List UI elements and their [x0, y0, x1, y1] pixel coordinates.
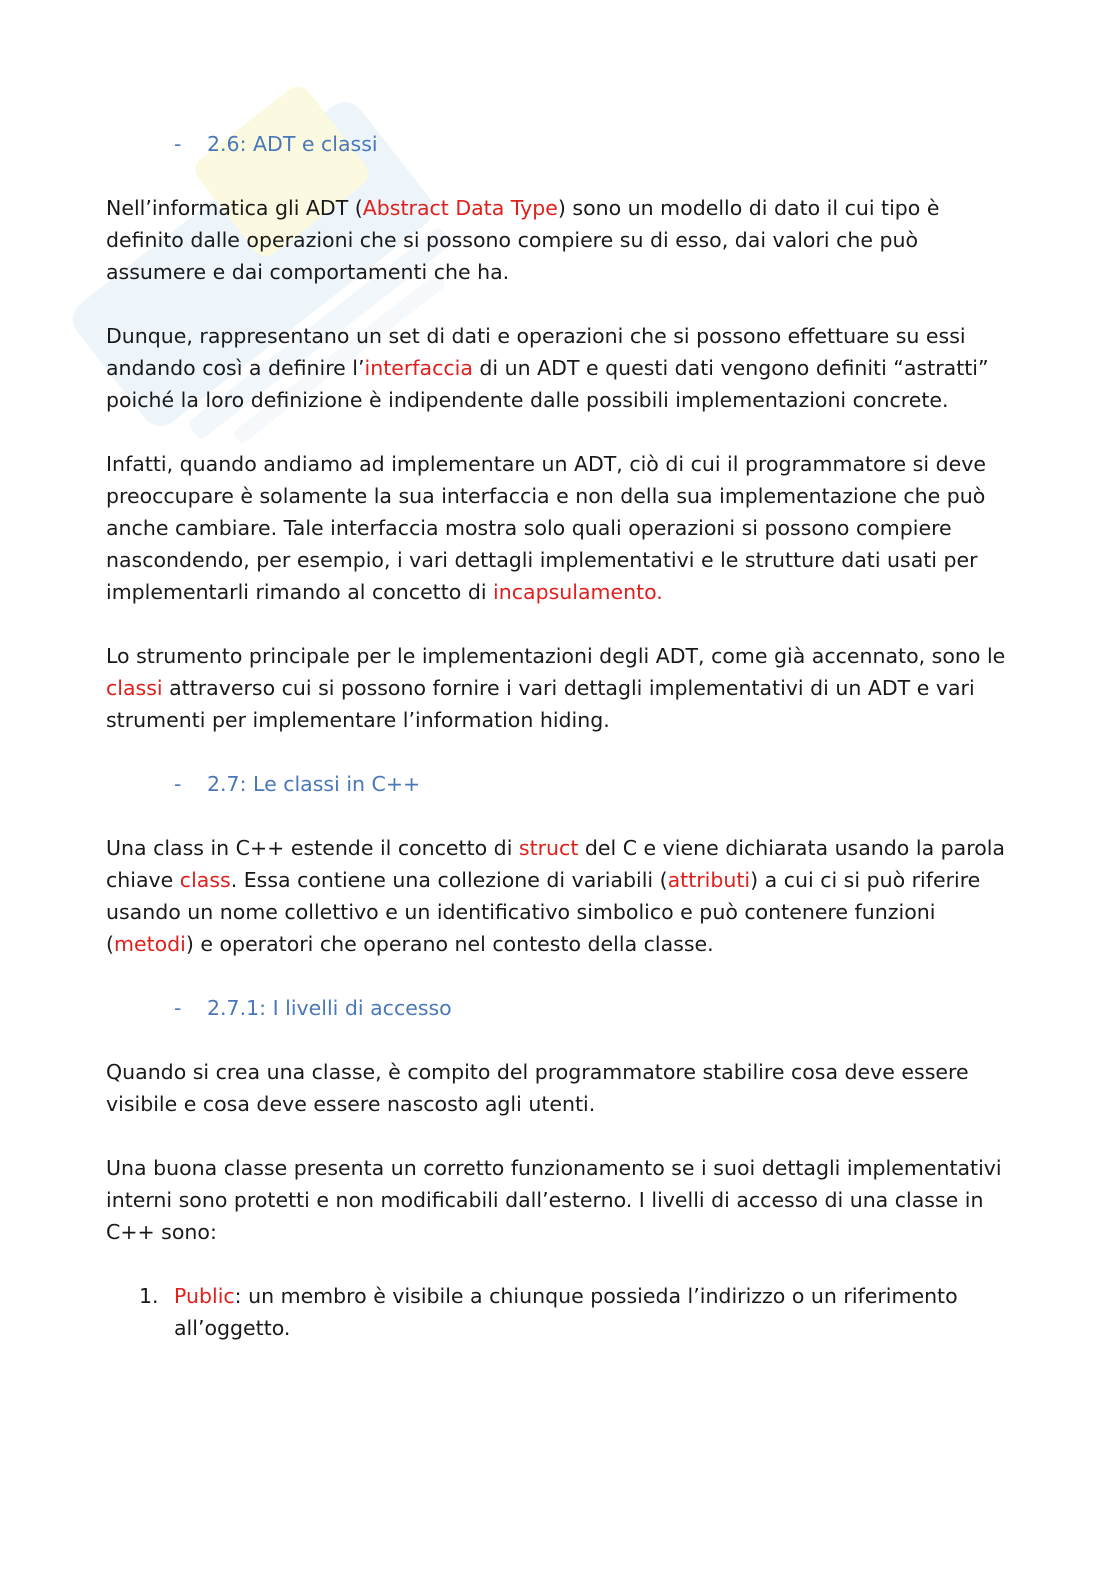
highlight-term: Public: [174, 1284, 235, 1308]
paragraph-adt-definition: [106, 192, 1006, 288]
paragraph-interfaccia: [106, 320, 1006, 416]
highlight-term: attributi: [667, 868, 751, 892]
heading-dash: -: [174, 132, 182, 156]
section-heading-2-6: [106, 128, 1006, 160]
highlight-term: classi: [106, 676, 163, 700]
text-run: di un ADT e questi dati vengono definiti “astratti” poiché la loro definizione è indipendente dalle possibili implementazioni concrete.: [106, 356, 989, 412]
section-heading-2-7-1: [106, 992, 1006, 1024]
access-levels-list: [106, 1280, 1006, 1344]
text-run: ) a cui ci si può riferire usando un nome collettivo e un identificativo simbolico e può contenere funzioni (: [106, 868, 981, 956]
text-run: attraverso cui si possono fornire i vari dettagli implementativi di un ADT e vari strumenti per implementare l’information hiding.: [106, 676, 975, 732]
text-run: del C e viene dichiarata usando la parola chiave: [106, 836, 1005, 892]
text-run: Una class in C++ estende il concetto di: [106, 836, 519, 860]
paragraph-visibilita: Quando si crea una classe, è compito del programmatore stabilire cosa deve essere visibile e cosa deve essere nascosto agli utenti.: [106, 1060, 969, 1116]
text-run: Lo strumento principale per le implementazioni degli ADT, come già accennato, sono le: [106, 644, 1006, 668]
heading-title: 2.7.1: I livelli di accesso: [207, 996, 452, 1020]
text-run: Infatti, quando andiamo ad implementare un ADT, ciò di cui il programmatore si deve preoccupare è solamente la sua interfaccia e non della sua implementazione che può anche cambiare. Tale interfaccia mostra solo quali operazioni si possono compiere nascondendo, per esempio, i vari dettagli implementativi e le strutture dati usati per implementarli rimando al concetto di: [106, 452, 986, 604]
paragraph-class-cpp: [106, 832, 1006, 960]
list-item-text: : un membro è visibile a chiunque possieda l’indirizzo o un riferimento all’oggetto.: [174, 1284, 958, 1340]
heading-dash: -: [174, 772, 182, 796]
list-item: [106, 1280, 1006, 1344]
highlight-term: struct: [518, 836, 579, 860]
highlight-term: metodi: [114, 932, 186, 956]
list-number: 1.: [139, 1284, 159, 1308]
text-run: ) sono un modello di dato il cui tipo è definito dalle operazioni che si possono compiere su di esso, dai valori che può assumere e dai comportamenti che ha.: [106, 196, 940, 284]
paragraph-incapsulamento: [106, 448, 1006, 608]
text-run: ) e operatori che operano nel contesto della classe.: [185, 932, 714, 956]
paragraph-livelli-accesso: Una buona classe presenta un corretto funzionamento se i suoi dettagli implementativi interni sono protetti e non modificabili dall’esterno. I livelli di accesso di una classe in C++ sono:: [106, 1156, 1002, 1244]
highlight-term: Abstract Data Type: [362, 196, 558, 220]
highlight-term: interfaccia: [364, 356, 473, 380]
highlight-term: class: [179, 868, 231, 892]
paragraph-classi: [106, 640, 1006, 736]
text-run: . Essa contiene una collezione di variabili (: [230, 868, 668, 892]
highlight-term: incapsulamento.: [493, 580, 663, 604]
heading-dash: -: [174, 996, 182, 1020]
text-run: Dunque, rappresentano un set di dati e operazioni che si possono effettuare su essi andando così a definire l’: [106, 324, 966, 380]
section-heading-2-7: [106, 768, 1006, 800]
heading-title: 2.7: Le classi in C++: [207, 772, 421, 796]
heading-title: 2.6: ADT e classi: [207, 132, 378, 156]
document-body: [106, 128, 1006, 1344]
text-run: Nell’informatica gli ADT (: [106, 196, 363, 220]
